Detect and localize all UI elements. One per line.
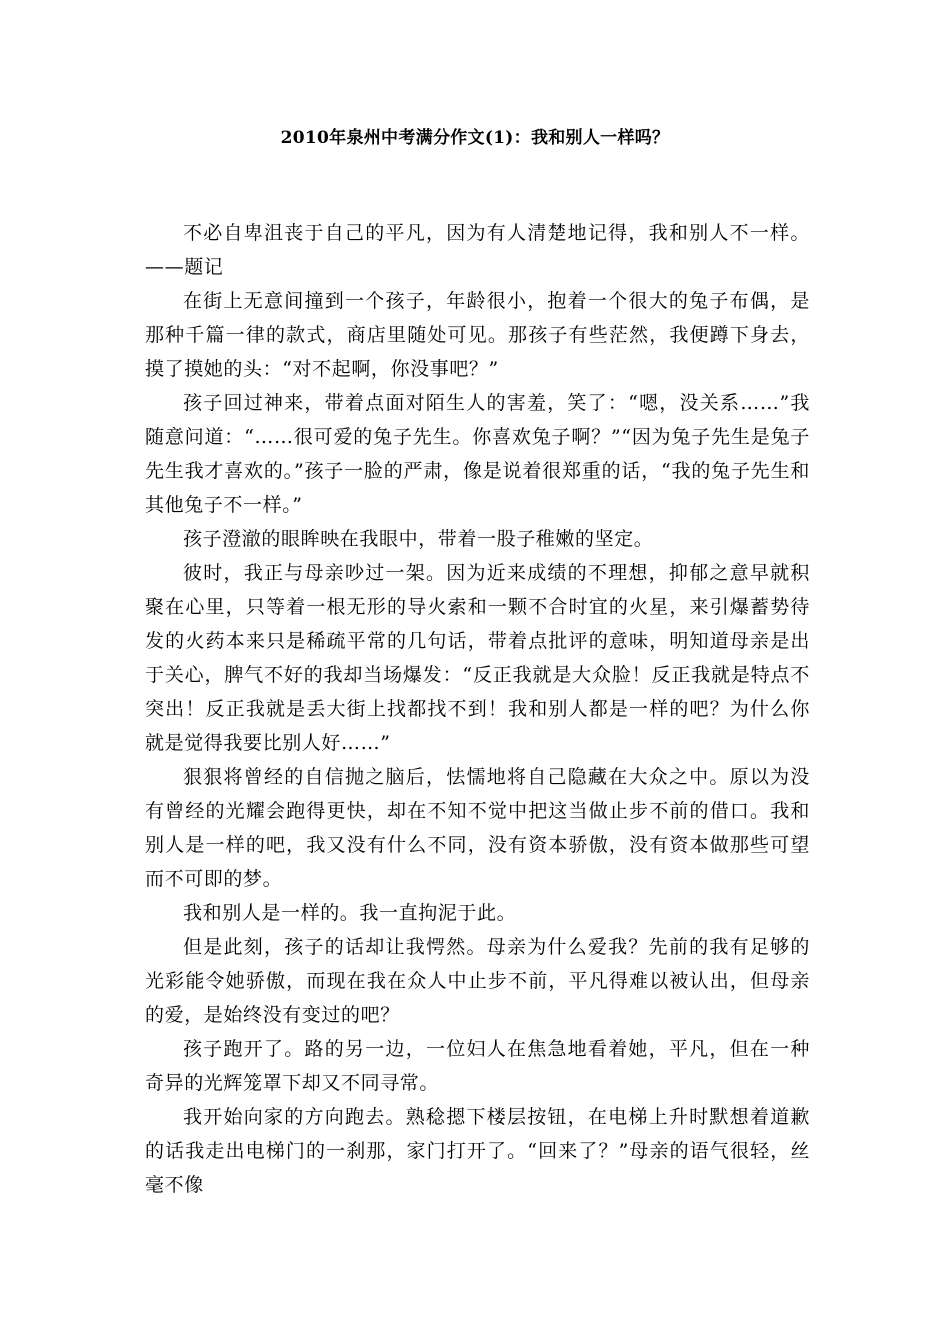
paragraph: 彼时，我正与母亲吵过一架。因为近来成绩的不理想，抑郁之意早就积聚在心里，只等着一根无形的导火索和一颗不合时宜的火星，来引爆蓄势待发的火药本来只是稀疏平常的几句话，带着点批评的意味，明知道母亲是出于关心，脾气不好的我却当场爆发：“反正我就是大众脸！反正我就是特点不突出！反正我就是丢大街上找都找不到！我和别人都是一样的吧？为什么你就是觉得我要比别人好……” — [145, 562, 810, 754]
paragraph: 在街上无意间撞到一个孩子，年龄很小，抱着一个很大的兔子布偶，是那种千篇一律的款式，商店里随处可见。那孩子有些茫然，我便蹲下身去，摸了摸她的头：“对不起啊，你没事吧？” — [145, 290, 810, 380]
paragraph: 孩子回过神来，带着点面对陌生人的害羞，笑了：“嗯，没关系……”我随意问道：“……很可爱的兔子先生。你喜欢兔子啊？”“因为兔子先生是兔子先生我才喜欢的。”孩子一脸的严肃，像是说着很郑重的话，“我的兔子先生和其他兔子不一样。” — [145, 392, 810, 516]
paragraph: 狠狠将曾经的自信抛之脑后，怯懦地将自己隐藏在大众之中。原以为没有曾经的光耀会跑得更快，却在不知不觉中把这当做止步不前的借口。我和别人是一样的吧，我又没有什么不同，没有资本骄傲，没有资本做那些可望而不可即的梦。 — [145, 766, 810, 890]
document-body — [145, 216, 810, 1202]
paragraph: 我开始向家的方向跑去。熟稔摁下楼层按钮，在电梯上升时默想着道歉的话我走出电梯门的一刹那，家门打开了。“回来了？”母亲的语气很轻，丝毫不像 — [145, 1106, 810, 1196]
paragraph: 孩子澄澈的眼眸映在我眼中，带着一股子稚嫩的坚定。 — [183, 528, 654, 550]
paragraph-epigraph: 不必自卑沮丧于自己的平凡，因为有人清楚地记得，我和别人不一样。——题记 — [145, 222, 810, 278]
paragraph: 但是此刻，孩子的话却让我愕然。母亲为什么爱我？先前的我有足够的光彩能令她骄傲，而现在我在众人中止步不前，平凡得难以被认出，但母亲的爱，是始终没有变过的吧？ — [145, 936, 810, 1026]
paragraph: 孩子跑开了。路的另一边，一位妇人在焦急地看着她，平凡，但在一种奇异的光辉笼罩下却又不同寻常。 — [145, 1038, 810, 1094]
document-title: 2010年泉州中考满分作文(1)：我和别人一样吗？ — [280, 128, 670, 148]
paragraph: 我和别人是一样的。我一直拘泥于此。 — [183, 902, 517, 924]
